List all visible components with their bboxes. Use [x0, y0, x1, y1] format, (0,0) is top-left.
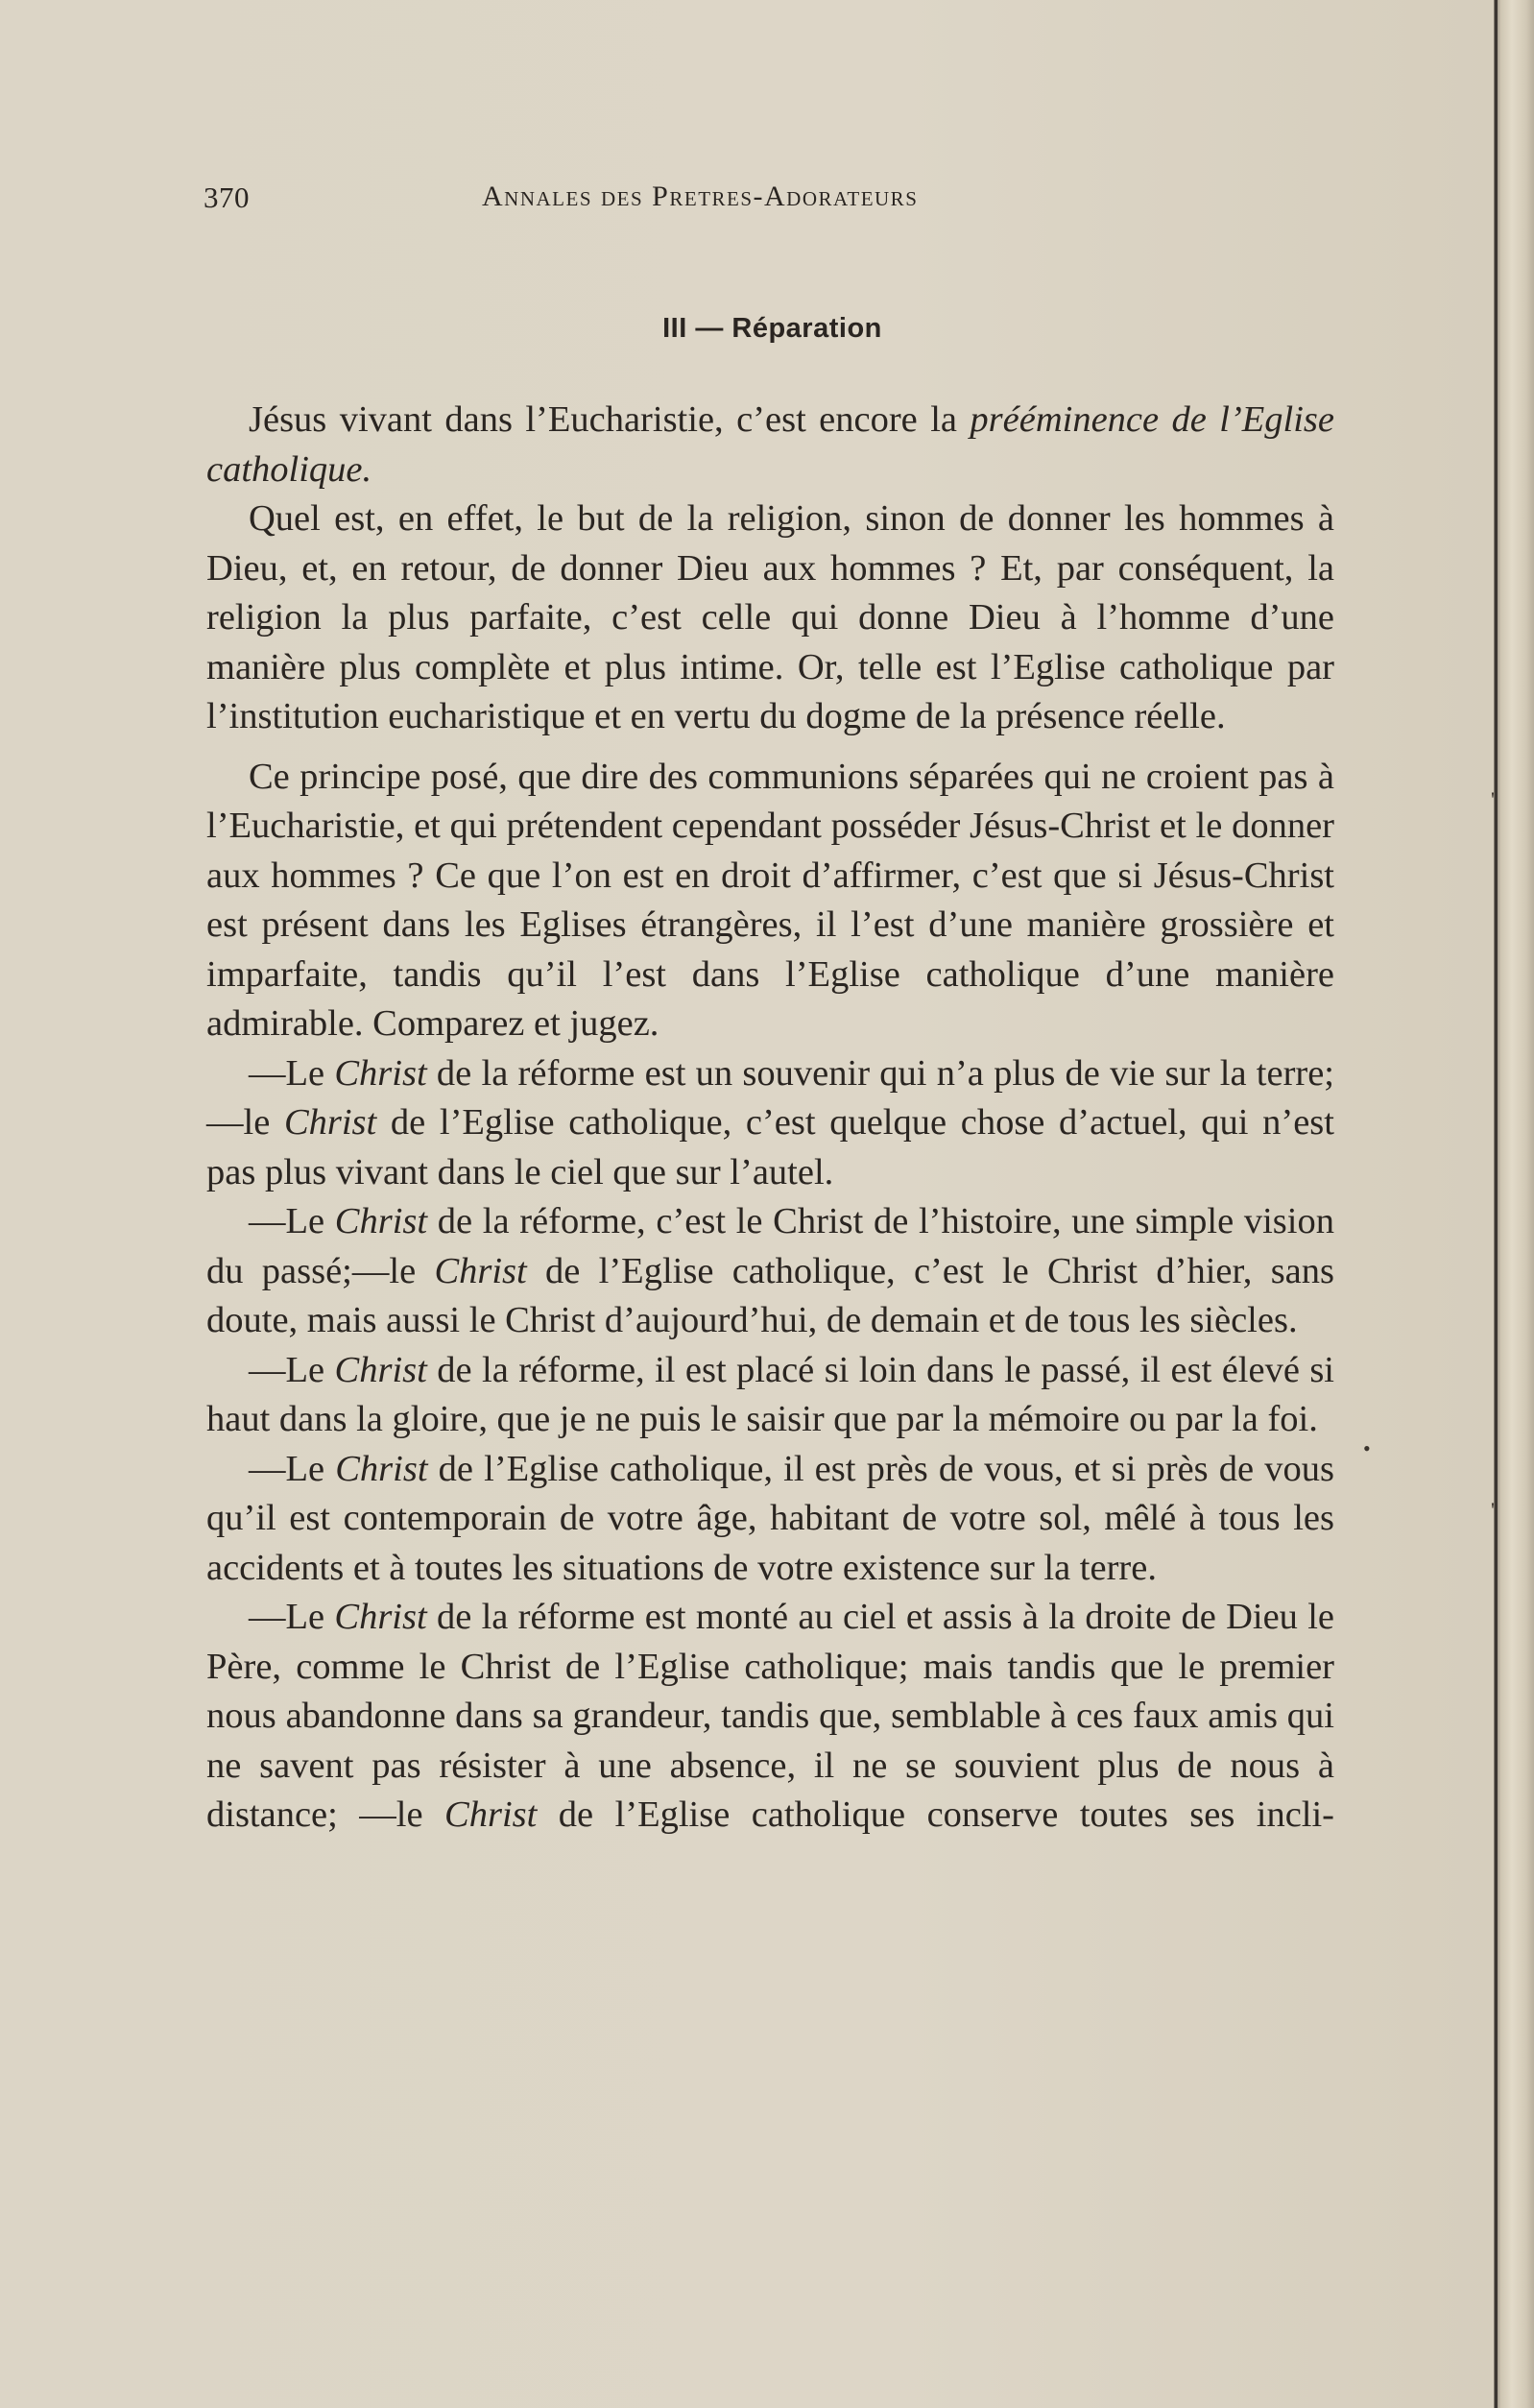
text-run: —Le [249, 1349, 335, 1390]
emphasis: Christ [444, 1794, 538, 1835]
paragraph [206, 1593, 1334, 1841]
paragraph [206, 396, 1334, 494]
section-heading: III — Réparation [662, 313, 882, 344]
text-run: de la réforme, c’est le Christ de l’histoire, une simple vision du passé;—le [206, 1201, 1334, 1291]
paragraph: Ce principe posé, que dire des communions séparées qui ne croient pas à l’Eucharistie, et qui prétendent cependant posséder Jésus-Christ et le donner aux hommes ? Ce que l’on est en droit d’affirmer, c’est que si Jésus-Christ est présent dans les Eglises étrangères, il l’est d’une manière grossière et imparfaite, tandis qu’il l’est dans l’Eglise catholique d’une manière admirable. Comparez et jugez. [206, 756, 1334, 1044]
emphasis: prééminence de l’Eglise catholique. [206, 399, 1335, 490]
running-head [204, 181, 1048, 219]
page-number: 370 [204, 181, 250, 214]
emphasis: Christ [434, 1250, 527, 1291]
binding-shadow [1495, 0, 1498, 2408]
text-run: —Le [249, 1201, 335, 1241]
page-edge [1494, 0, 1534, 2408]
paragraph [206, 1445, 1334, 1594]
emphasis: Christ [334, 1201, 428, 1241]
text-run: de la réforme est monté au ciel et assis à la droite de Dieu le Père, comme le Christ de l’Eglise catholique; mais tandis que le premier nous abandonne dans sa grandeur, tandis que, semblable à ces faux amis qui ne savent pas résister à une absence, il ne se souvient plus de nous à distance; —le [206, 1597, 1334, 1835]
text-run: de l’Eglise catholique, il est près de vous, et si près de vous qu’il est contemporain de votre âge, habitant de votre sol, mêlé à tous les accidents et à toutes les situations de votre existence sur la terre. [206, 1448, 1334, 1588]
emphasis: Christ [334, 1597, 427, 1637]
emphasis: Christ [283, 1102, 377, 1143]
paragraph [206, 1346, 1334, 1445]
text-run: de l’Eglise catholique, c’est le Christ d’hier, sans doute, mais aussi le Christ d’aujourd’hui, de demain et de tous les siècles. [206, 1250, 1335, 1340]
text-run: de l’Eglise catholique, c’est quelque chose d’actuel, qui n’est pas plus vivant dans le ciel que sur l’autel. [206, 1102, 1334, 1192]
text-run: —Le [249, 1052, 335, 1094]
emphasis: Christ [334, 1349, 427, 1390]
running-title: Annales des Pretres-Adorateurs [482, 181, 919, 212]
emphasis: Christ [335, 1448, 428, 1489]
text-run: de la réforme, il est placé si loin dans le passé, il est élevé si haut dans la gloire, que je ne puis le saisir que par la mémoire ou par la foi. [206, 1349, 1335, 1439]
paragraph [206, 1197, 1334, 1346]
paragraph [206, 1049, 1334, 1198]
body-text [206, 396, 1334, 1841]
text-run: Jésus vivant dans l’Eucharistie, c’est encore la [249, 399, 971, 440]
paragraph: Quel est, en effet, le but de la religion, sinon de donner les hommes à Dieu, et, en retour, de donner Dieu aux hommes ? Et, par conséquent, la religion la plus parfaite, c’est celle qui donne Dieu à l’homme d’une manière plus complète et plus intime. Or, telle est l’Eglise catholique par l’institution eucharistique et en vertu du dogme de la présence réelle. [206, 498, 1334, 736]
emphasis: Christ [334, 1052, 427, 1094]
text-run: de la réforme est un souvenir qui n’a plus de vie sur la terre;—le [206, 1052, 1335, 1143]
text-run: —Le [249, 1448, 336, 1489]
text-run: de l’Eglise catholique conserve toutes ses incli- [537, 1794, 1335, 1835]
text-run: —Le [249, 1597, 335, 1637]
